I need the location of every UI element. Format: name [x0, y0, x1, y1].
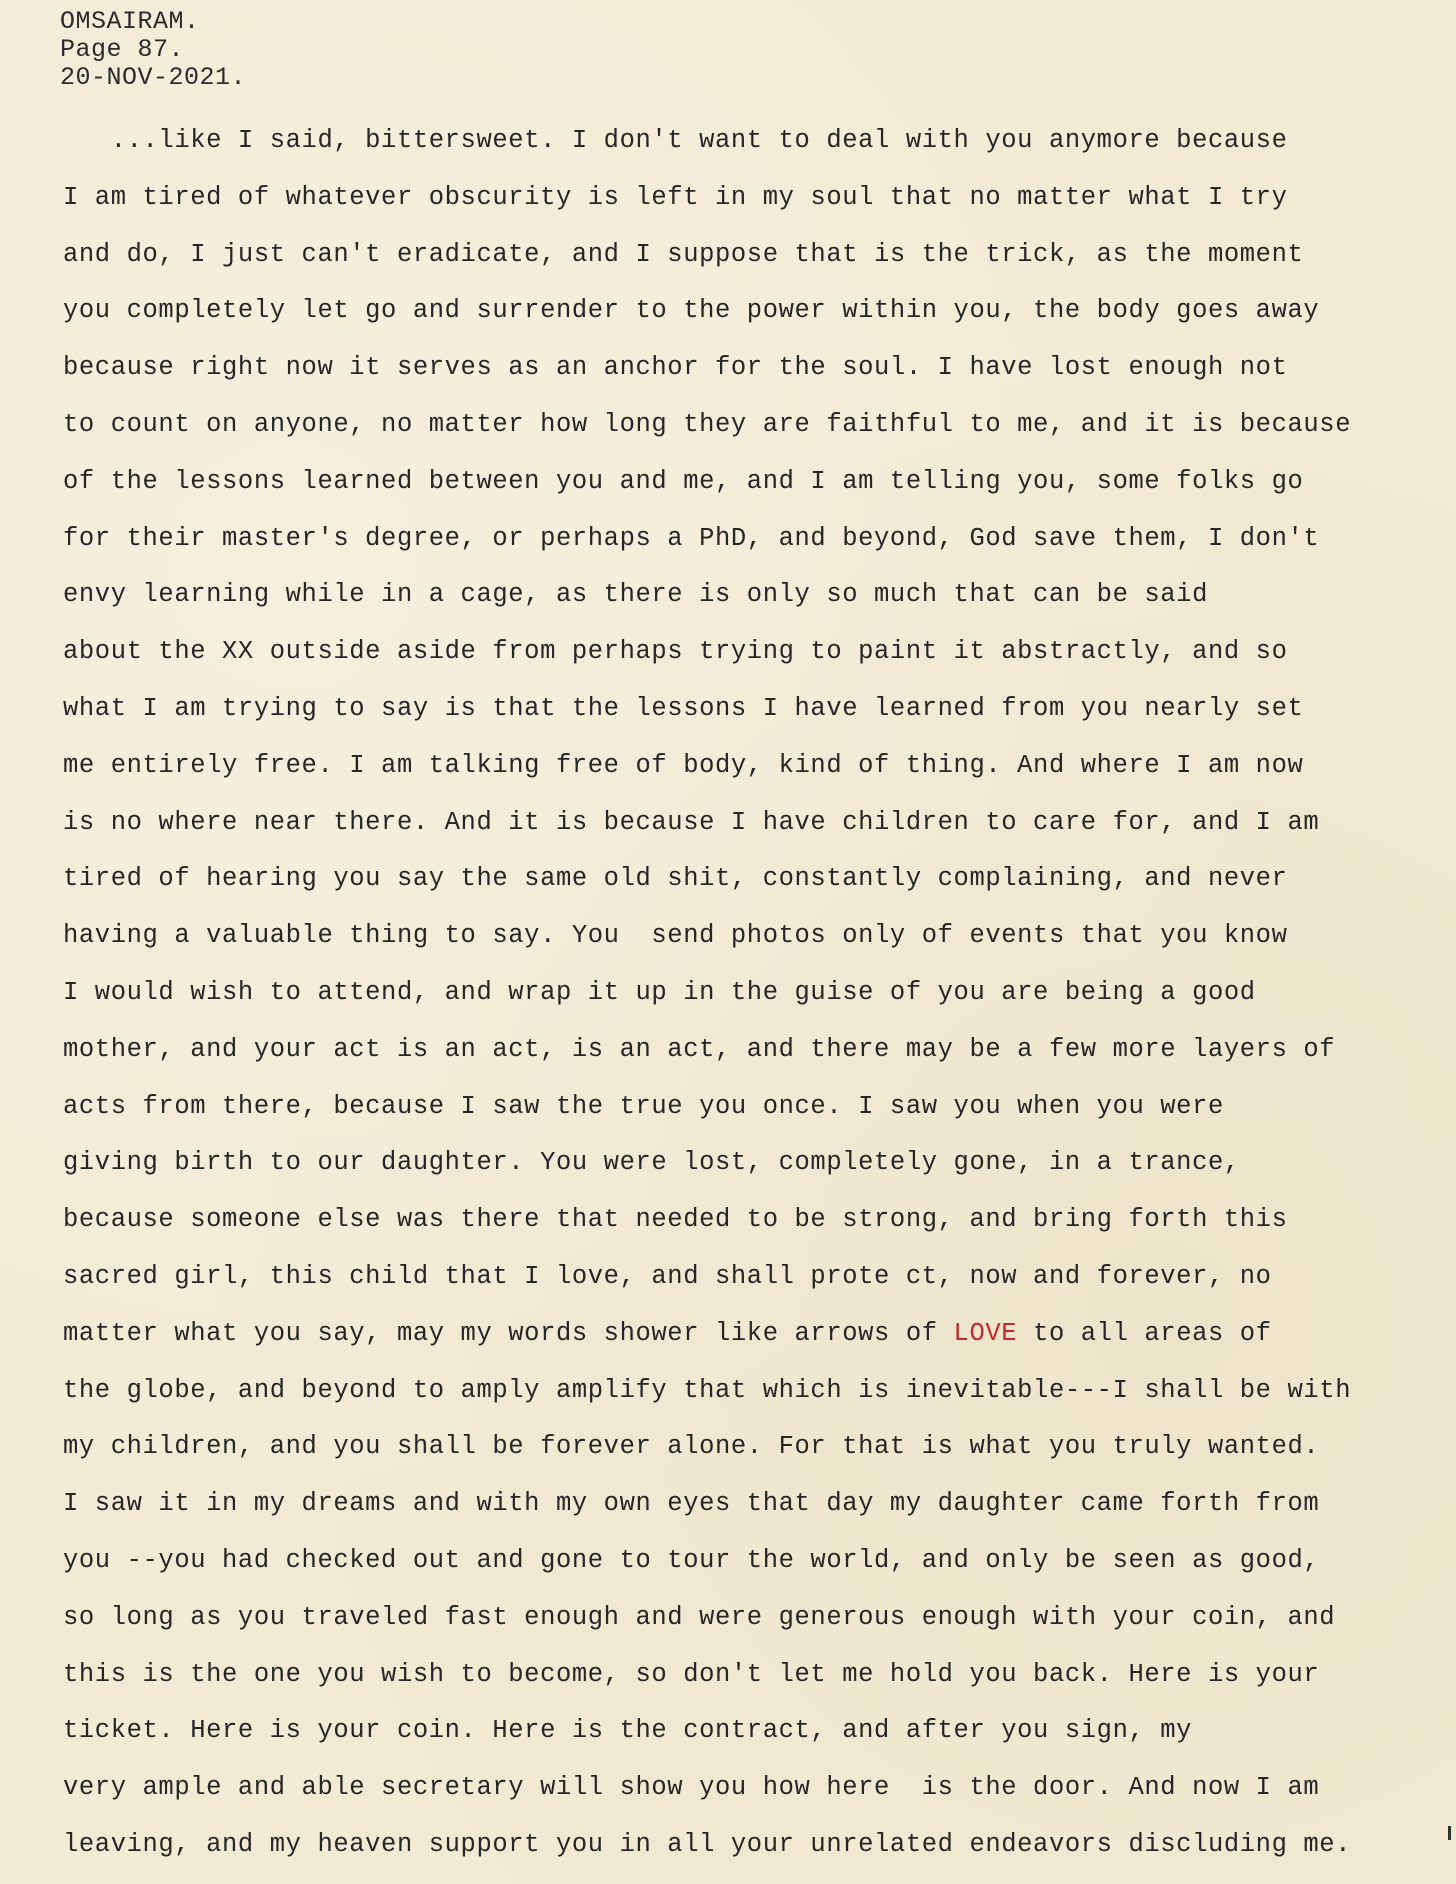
- text-line-segment: because someone else was there that needed to be strong, and bring forth this: [63, 1205, 1288, 1235]
- text-line: [63, 454, 1443, 511]
- text-line-segment: ticket. Here is your coin. Here is the contract, and after you sign, my: [63, 1716, 1193, 1746]
- text-line: [63, 624, 1443, 681]
- text-line-segment: sacred girl, this child that I love, and shall prote ct, now and forever, no: [63, 1261, 1272, 1291]
- text-line: [63, 283, 1443, 340]
- text-line: [63, 113, 1443, 170]
- text-line-segment: giving birth to our daughter. You were lost, completely gone, in a trance,: [63, 1148, 1240, 1178]
- text-line-segment: the globe, and beyond to amply amplify that which is inevitable---I shall be with: [63, 1375, 1352, 1405]
- text-line-segment: envy learning while in a cage, as there is only so much that can be said: [63, 580, 1208, 610]
- text-line: [63, 1363, 1443, 1420]
- text-line-segment: mother, and your act is an act, is an act, and there may be a few more layers of: [63, 1034, 1336, 1064]
- text-line: [63, 397, 1443, 454]
- text-line-segment: my children, and you shall be forever alone. For that is what you truly wanted.: [63, 1432, 1320, 1462]
- highlighted-word: LOVE: [953, 1318, 1018, 1348]
- text-line-segment: to count on anyone, no matter how long they are faithful to me, and it is because: [63, 409, 1352, 439]
- text-line: [63, 567, 1443, 624]
- text-line: [63, 795, 1443, 852]
- page-header: [60, 8, 246, 92]
- text-line-segment: acts from there, because I saw the true you once. I saw you when you were: [63, 1091, 1224, 1121]
- text-line-segment: this is the one you wish to become, so don't let me hold you back. Here is your: [63, 1659, 1320, 1689]
- text-line: [63, 1703, 1443, 1760]
- text-line-segment: very ample and able secretary will show you how here is the door. And now I am: [63, 1773, 1320, 1803]
- text-line: [63, 1419, 1443, 1476]
- text-line: [63, 1135, 1443, 1192]
- text-line-segment: tired of hearing you say the same old shit, constantly complaining, and never: [63, 864, 1288, 894]
- text-line-segment: what I am trying to say is that the lessons I have learned from you nearly set: [63, 693, 1304, 723]
- header-title: OMSAIRAM.: [60, 7, 200, 36]
- text-line-segment: leaving, and my heaven support you in all your unrelated endeavors discluding me.: [63, 1829, 1352, 1859]
- text-line: [63, 1590, 1443, 1647]
- text-line-segment: I saw it in my dreams and with my own eyes that day my daughter came forth from: [63, 1489, 1320, 1519]
- text-line: [63, 1192, 1443, 1249]
- text-line: [63, 511, 1443, 568]
- text-line-segment: about the XX outside aside from perhaps trying to paint it abstractly, and so: [63, 637, 1288, 667]
- text-line: [63, 1476, 1443, 1533]
- text-line-segment: having a valuable thing to say. You send photos only of events that you know: [63, 921, 1288, 951]
- text-line: [63, 170, 1443, 227]
- text-line-segment: matter what you say, may my words shower like arrows of: [63, 1318, 954, 1348]
- text-line: [63, 1079, 1443, 1136]
- text-line: [63, 1533, 1443, 1590]
- text-line: [63, 965, 1443, 1022]
- text-line: [63, 681, 1443, 738]
- text-line-segment: I would wish to attend, and wrap it up in the guise of you are being a good: [63, 977, 1256, 1007]
- text-line: [63, 908, 1443, 965]
- text-line: [63, 1817, 1443, 1874]
- text-line: [63, 1022, 1443, 1079]
- text-line-segment: you completely let go and surrender to the power within you, the body goes away: [63, 296, 1320, 326]
- text-line: [63, 738, 1443, 795]
- text-line-segment: me entirely free. I am talking free of body, kind of thing. And where I am now: [63, 750, 1304, 780]
- text-line-segment: because right now it serves as an anchor for the soul. I have lost enough not: [63, 353, 1288, 383]
- text-line: [63, 1306, 1443, 1363]
- text-line: [63, 851, 1443, 908]
- text-line: [63, 1760, 1443, 1817]
- letter-body: [63, 113, 1443, 1874]
- text-line-segment: you --you had checked out and gone to tour the world, and only be seen as good,: [63, 1545, 1320, 1575]
- text-line-segment: and do, I just can't eradicate, and I suppose that is the trick, as the moment: [63, 239, 1304, 269]
- text-line-segment: for their master's degree, or perhaps a PhD, and beyond, God save them, I don't: [63, 523, 1320, 553]
- text-line: [63, 1249, 1443, 1306]
- closing-quote-mark: [1448, 1826, 1451, 1840]
- text-line: [63, 340, 1443, 397]
- text-line: [63, 1647, 1443, 1704]
- text-line: [63, 227, 1443, 284]
- text-line-segment: of the lessons learned between you and me, and I am telling you, some folks go: [63, 466, 1304, 496]
- text-line-segment: I am tired of whatever obscurity is left in my soul that no matter what I try: [63, 182, 1288, 212]
- text-line-segment: to all areas of: [1017, 1318, 1272, 1348]
- text-line-segment: so long as you traveled fast enough and were generous enough with your coin, and: [63, 1602, 1336, 1632]
- text-line-segment: is no where near there. And it is because I have children to care for, and I am: [63, 807, 1320, 837]
- header-date: 20-NOV-2021.: [60, 63, 247, 92]
- text-line-segment: ...like I said, bittersweet. I don't want to deal with you anymore because: [63, 126, 1288, 155]
- header-page-number: Page 87.: [60, 35, 185, 64]
